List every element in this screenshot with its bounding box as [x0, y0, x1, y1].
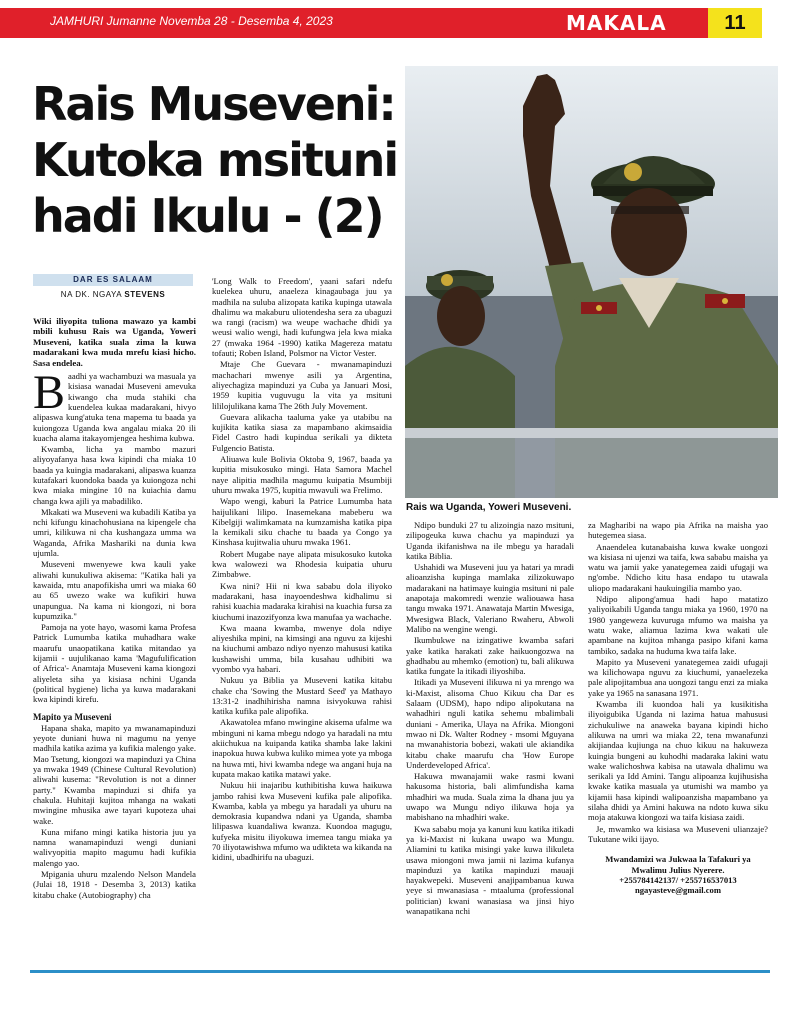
paragraph: Kwa sababu moja ya kanuni kuu katika itikadi ya ki-Maxist ni kukana uwapo wa Mungu. Aliamini tu katika misingi yake kuwa ilikuleta usawa miongoni mwa jamii ni lazima kufanya mapinduzi ya katika mapinduzi mauaji hayakwepeki. Museveni anajipambanua kuwa yeye si mwanasiasa - mtaaluma (professional politician) kwani wanasiasa wa jinsi hiyo wanapatikana nchi	[406, 823, 574, 916]
museveni-photo	[405, 66, 778, 498]
byline	[33, 290, 193, 299]
author-signature	[588, 854, 768, 895]
byline-prefix: NA DK. NGAYA	[60, 290, 125, 299]
paragraph: za Magharibi na wapo pia Afrika na maisha yao hutegemea siasa.	[588, 520, 768, 541]
section-label: MAKALA	[566, 11, 667, 35]
paragraph: Mpigania uhuru mzalendo Nelson Mandela (Julai 18, 1918 - Desemba 3, 2013) katika kitabu chake (Autobiography) cha	[33, 868, 196, 900]
footer-rule	[30, 970, 770, 973]
headline	[32, 76, 412, 244]
paragraph: Ushahidi wa Museveni juu ya hatari ya mradi alioanzisha kupinga mamlaka zilizokuwapo madarakani na hatimaye kuingia msituni ni pale anapotaja makomredi wenzie waliouawa hasa tangu mwaka 1971. Anawataja Martin Mwesiga, Mwesigwa Black, Valeriano Rwaheru, Abwoli Malibo na wengine wengi.	[406, 562, 574, 634]
author-phone: +255784142137/ +255716537013	[619, 874, 737, 885]
paragraph: Aliuawa kule Bolivia Oktoba 9, 1967, baada ya kupitia misukosuko mingi. Hata Samora Machel naye alipitia madhila magumu kuipatia Msumbiji uhuru mwaka 1975, kupitia mwavuli wa Frelimo.	[212, 454, 392, 495]
paragraph: Je, mwamko wa kisiasa wa Museveni ulianzaje? Tukutane wiki ijayo.	[588, 823, 768, 844]
paragraph: Mtaje Che Guevara - mwanamapinduzi machachari mwenye asili ya Argentina, aliyechagiza mapinduzi ya Cuba ya Januari Mosi, 1959 kupitia vuguvugu la vita ya msituni lililojulikana kama The 26th July Movement.	[212, 359, 392, 411]
paragraph: Akawatolea mfano mwingine akisema ufalme wa mbinguni ni kama mbegu ndogo ya haradali na mtu akiichukua na kuipanda katika shamba lake lakini inapokua huwa kubwa kuliko mimea yote ya mboga na huwa mti, hivi kwamba ndege wa angani huja na kupata makao katika matawi yake.	[212, 717, 392, 779]
paragraph: Ndipo alipong'amua hadi hapo matatizo yaliyoikabili Uganda tangu miaka ya 1960, 1970 na 1980 yangeweza kuvuruga mfumo wa maisha ya watu wake, aliamua lazima kwa wakati ule apambane na kujitoa mhanga pasipo kifani kama tambiko, sadaka na huduma kwa taifa lake.	[588, 594, 768, 656]
paragraph	[33, 366, 196, 443]
paragraph: Guevara alikacha taaluma yake ya utabibu na kujikita katika siasa za mapambano akimsaidia Fidel Castro hadi kupindua serikali ya dikteta Fulgencio Batista.	[212, 411, 392, 453]
article-column-4	[588, 520, 768, 895]
paragraph: Hapana shaka, mapito ya mwanamapinduzi yeyote duniani huwa ni magumu na yenye madhila katika azima ya kufikia malengo yake. Mao Tsetung, kiongozi wa mapinduzi ya China ya mwaka 1949 (Chinese Cultural Revolution) aliwahi kusema: "Revolution is not a dinner party." Kwamba mapinduzi si dhifa ya chakula. Huhitaji kujitoa mhanga na wakati mwingine mhusika awe tayari kupoteza uhai wake.	[33, 722, 196, 826]
paragraph: Ndipo bunduki 27 tu alizoingia nazo msituni, zilipogeuka kuwa chachu ya mapinduzi ya Uganda ikifanishwa na ile mbegu ya haradali katika Biblia.	[406, 520, 574, 561]
byline-name: STEVENS	[124, 290, 166, 299]
paragraph: Anaendelea kutanabaisha kuwa kwake uongozi wa kisiasa ni ujenzi wa taifa, kwa sababu maisha ya watu wa jamii yake yanategemea zaidi ufugaji wa ng'ombe. Ndicho kitu hasa endapo tu utawala uliopo madarakani haukuingilia mambo yao.	[588, 541, 768, 593]
person-waving-photo-icon	[405, 66, 778, 498]
author-title: Mwandamizi wa Jukwaa la Tafakuri ya Mwalimu Julius Nyerere.	[605, 854, 751, 875]
paragraph: Nukuu hii inajaribu kuthibitisha kuwa haikuwa jambo rahisi kwa Museveni kufika pale alipofika. Kwamba, kabla ya mbegu ya haradali ya uhuru na demokrasia kupandwa ndani ya Uganda, shamba lilipaswa kuandaliwa kwanza. Kuondoa magugu, kufyeka misitu iliyokuwa imemea tangu miaka ya 70 iliyotawishwa mfumo wa udikteta wa kikanda na kidini, ubadhirifu na ubaguzi.	[212, 780, 392, 863]
paragraph: Mkakati wa Museveni wa kubadili Katiba ya nchi kifungu kinachohusiana na kipengele cha umri, kilikuwa ni cha kushangaza umma wa Waganda, Afrika Mashariki na dunia kwa ujumla.	[33, 506, 196, 559]
page-number: 11	[708, 8, 762, 38]
page-header	[0, 0, 800, 40]
headline-line-3: hadi Ikulu - (2)	[32, 189, 383, 243]
paragraph: Nukuu ya Biblia ya Museveni katika kitabu chake cha 'Sowing the Mustard Seed' ya Mathayo 13:31-2 inadhihirisha namna isivyokuwa rahisi katika kufika pale alipofika.	[212, 675, 392, 717]
paragraph: Robert Mugabe naye alipata misukosuko kutoka kwa walowezi wa Rhodesia kuipatia uhuru Zimbabwe.	[212, 548, 392, 580]
photo-caption: Rais wa Uganda, Yoweri Museveni.	[406, 502, 572, 513]
article-column-2	[212, 276, 392, 864]
paragraph: 'Long Walk to Freedom', yaani safari ndefu kuelekea uhuru, anaeleza kinagaubaga juu ya madhila na suluba alizopata katika kupinga utawala dhalimu wa makaburu uliotendesha sera za ubaguzi wa rangi (racism) wa weupe wachache dhidi ya weusi walio wengi, hadi kufungwa jela kwa miaka 27 (mwaka 1964 -1990) katika Magereza matatu tofauti; Roben Island, Polsmor na Victor Vester.	[212, 276, 392, 359]
paragraph: Hakuwa mwanajamii wake rasmi kwani hakusoma historia, bali alimfundisha kama mhadhiri wa muda. Suala zima la dhana juu ya uwapo wa Mungu ndiyo ilikuwa hoja ya mabishano na mhadhiri wake.	[406, 771, 574, 823]
paragraph: Kuna mifano mingi katika historia juu ya namna wanamapinduzi wengi duniani walivyopitia mapito magumu hadi kufikia malengo yao.	[33, 826, 196, 868]
article-column-3	[406, 520, 574, 917]
drop-cap: B	[33, 366, 66, 420]
paragraph: Ikumbukwe na izingatiwe kwamba safari yake katika harakati zake haikuongozwa na ghadhabu au mhemko (emotion) tu, bali alikuwa katika fungate la itikadi iliyoshiba.	[406, 635, 574, 677]
paragraph-text: aadhi ya wachambuzi wa masuala ya kisiasa wanadai Museveni amevuka kiwango cha muda stahiki cha kuendelea kukaa madarakani, hivyo alipaswa kung'atuka tena mapema tu baada ya kuiongoza Uganda kwa angalau miaka 20 ili kuacha alama itakayomjengea heshima kubwa.	[33, 371, 196, 443]
paragraph: Itikadi ya Museveni ilikuwa ni ya mrengo wa ki-Maxist, alisoma Chuo Kikuu cha Dar es Salaam (UDSM), hapo ndipo alipokutana na wahadhiri nguli katika sehemu mbalimbali duniani - Amerika, Ulaya na Afrika. Miongoni mwao ni Dk. Walter Rodney - msomi Mguyana na mwanahistoria bobezi, wakati ule akiandika kitabu chake maarufu cha 'How Europe Underdeveloped Africa'.	[406, 677, 574, 770]
lede-paragraph: Wiki iliyopita tuliona mawazo ya kambi mbili kuhusu Rais wa Uganda, Yoweri Museveni, katika suala zima la kuwa madarakani kwa muda mrefu kiasi hicho. Sasa endelea.	[33, 316, 196, 368]
paragraph: Mapito ya Museveni yanategemea zaidi ufugaji wa kilichowapa nguvu za kiuchumi, yanaelezeka pale alipojitambua ana uongozi tangu enzi za miaka yake ya 1965 na sanasana 1971.	[588, 656, 768, 698]
publication-line: JAMHURI Jumanne Novemba 28 - Desemba 4, 2023	[50, 14, 333, 28]
author-email: ngayasteve@gmail.com	[634, 885, 722, 896]
paragraph: Kwa nini? Hii ni kwa sababu dola iliyoko madarakani, hasa inayoendeshwa kidhalimu si rahisi kuachia madaraka kirahisi na kuachia fursa za kiuchumi inazozifyonza kwa manufaa ya wachache.	[212, 580, 392, 622]
dateline: DAR ES SALAAM	[33, 274, 193, 286]
headline-line-2: Kutoka msituni	[32, 133, 398, 187]
paragraph: Kwamba ili kuondoa hali ya kusikitisha iliyoigubika Uganda ni lazima hatua mahususi zichukuliwe na anaweka bayana kipindi hicho alikuwa na umri wa miaka 22, tena mwanafunzi akijiandaa kujiunga na chuo kikuu na hakuweza kuingia bungeni au kuhodhi madaraka lakini watu wake walichoshwa kabisa na utawala dhalimu wa serikali ya Idd Amini. Tangu alipoanza kujihusisha kwake katika masuala ya utumishi wa mambo ya kijamii hasa kipindi walipoanzisha mapambano ya silaha dhidi ya Amini hakuwa na ndoto kuwa siku moja atakuwa kiongozi wa taifa kisiasa zaidi.	[588, 699, 768, 823]
subheading: Mapito ya Museveni	[33, 711, 112, 722]
paragraph: Kwamba, licha ya mambo mazuri aliyoyafanya hasa kwa kipindi cha miaka 10 baada ya kuingia madarakani, alipaswa kuanza kutafakari kuondoka baada ya kuiongoza nchi kwa miaka mingine 10 na kuiachia damu changa kwa ajili ya mabadiliko.	[33, 444, 196, 506]
paragraph: Kwa maana kwamba, mwenye dola ndiye aliyeshika mpini, na kimsingi ana nguvu za kijeshi na kiuchumi ambazo ndiyo nyenzo mahususi katika kushawishi umma, bila kusahau udhibiti wa vyombo vya habari.	[212, 622, 392, 674]
article-column-1	[33, 316, 196, 901]
paragraph: Pamoja na yote hayo, wasomi kama Profesa Patrick Lumumba katika muhadhara wake maarufu unaopatikana katika mitandao ya kijamii - uujulikanao kama 'Magufulification of Africa'- Anamtaja Museveni kama kiongozi aliyeleta siha ya kisiasa nchini Uganda (political hygiene) licha ya kuwa madarakani kwa kipindi kirefu.	[33, 622, 196, 705]
paragraph: Museveni mwenyewe kwa kauli yake aliwahi kunukuliwa akisema: "Katika hali ya kawaida, mtu anapofikisha umri wa miaka 60 au 65 uwezo wake wa kufikiri huwa unapungua. Na kama ni kiongozi, ni bora kupumzika."	[33, 559, 196, 621]
headline-line-1: Rais Museveni:	[32, 77, 395, 131]
paragraph: Wapo wengi, kaburi la Patrice Lumumba hata haijulikani lilipo. Inasemekana mabeberu wa Kibelgiji walimkamata na kumzamisha katika pipa la kemikali siku chache tu baada ya Congo ya Kinshasa kujitwalia uhuru mwaka 1961.	[212, 496, 392, 548]
